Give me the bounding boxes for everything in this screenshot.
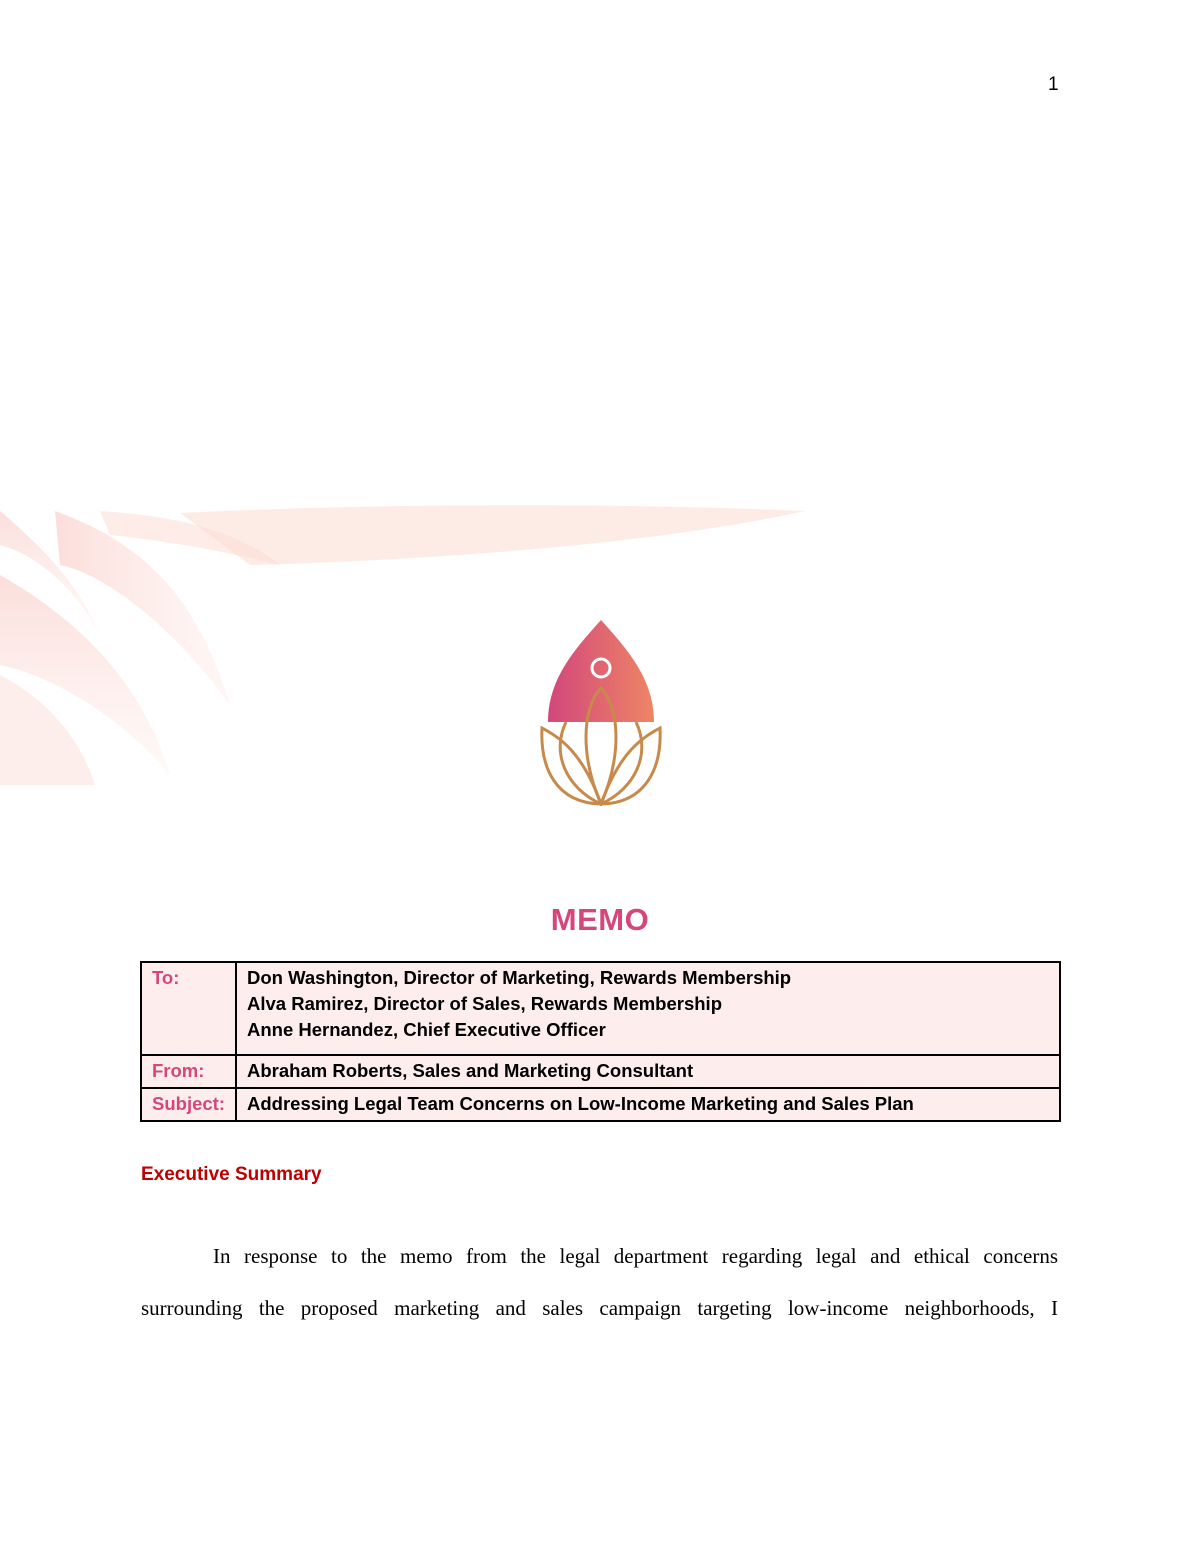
to-value bbox=[236, 962, 1060, 1055]
from-label: From: bbox=[141, 1055, 236, 1088]
lotus-drop-logo bbox=[536, 618, 666, 806]
subject-label: Subject: bbox=[141, 1088, 236, 1121]
to-label: To: bbox=[141, 962, 236, 1055]
from-value: Abraham Roberts, Sales and Marketing Consultant bbox=[236, 1055, 1060, 1088]
to-recipient: Alva Ramirez, Director of Sales, Rewards Membership bbox=[247, 993, 723, 1014]
subject-value: Addressing Legal Team Concerns on Low-Income Marketing and Sales Plan bbox=[236, 1088, 1060, 1121]
executive-summary-body bbox=[141, 1230, 1058, 1334]
executive-summary-heading: Executive Summary bbox=[141, 1164, 322, 1185]
to-recipient: Don Washington, Director of Marketing, Rewards Membership bbox=[247, 967, 792, 988]
to-row bbox=[141, 962, 1060, 1055]
body-line: In response to the memo from the legal department regarding legal and ethical concerns bbox=[213, 1244, 1058, 1268]
memo-title: MEMO bbox=[550, 902, 650, 937]
subject-row bbox=[141, 1088, 1060, 1121]
page-number: 1 bbox=[1048, 74, 1059, 95]
petal-background-decor bbox=[0, 505, 820, 785]
to-recipient: Anne Hernandez, Chief Executive Officer bbox=[247, 1019, 606, 1040]
from-row bbox=[141, 1055, 1060, 1088]
body-line: surrounding the proposed marketing and sales campaign targeting low-income neighborhoods, I bbox=[141, 1296, 1058, 1320]
memo-header-table bbox=[140, 961, 1061, 1122]
